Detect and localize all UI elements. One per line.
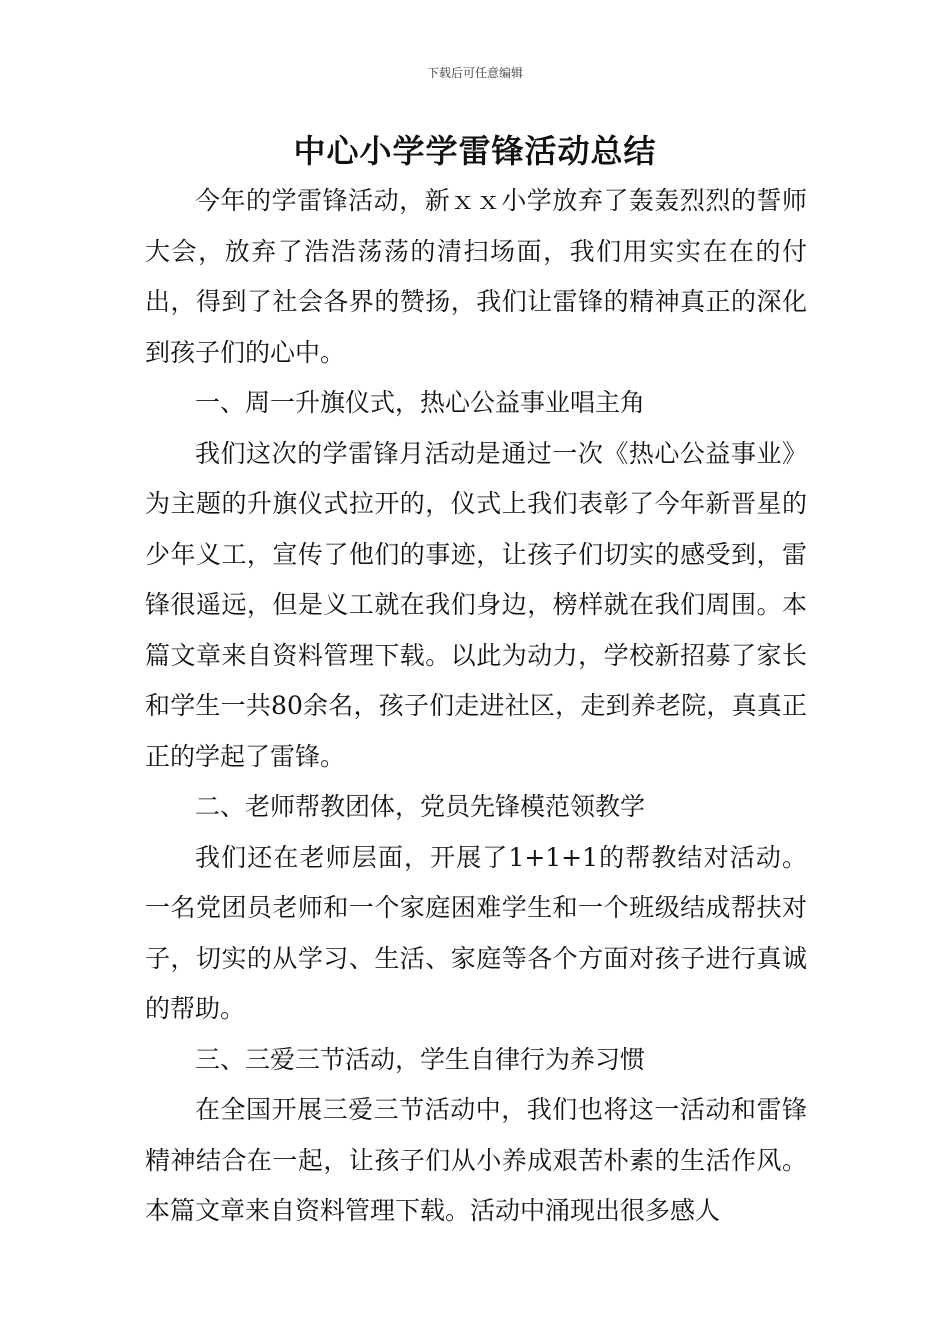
document-title: 中心小学学雷锋活动总结 bbox=[293, 132, 657, 170]
header-note: 下载后可任意编辑 bbox=[426, 66, 523, 80]
paragraph-section-3: 在全国开展三爱三节活动中，我们也将这一活动和雷锋精神结合在一起，让孩子们从小养成艰苦朴素的生活作风。本篇文章来自资料管理下载。活动中涌现出很多感人 bbox=[145, 1095, 807, 1225]
document-body bbox=[145, 176, 807, 1237]
paragraph-intro: 今年的学雷锋活动，新ｘｘ小学放弃了轰轰烈烈的誓师大会，放弃了浩浩荡荡的清扫场面，我们用实实在在的付出，得到了社会各界的赞扬，我们让雷锋的精神真正的深化到孩子们的心中。 bbox=[145, 186, 807, 367]
section-heading-2: 二、老师帮教团体，党员先锋模范领教学 bbox=[195, 792, 646, 821]
section-heading-3: 三、三爱三节活动，学生自律行为养习惯 bbox=[195, 1044, 646, 1074]
paragraph-section-1: 我们这次的学雷锋月活动是通过一次《热心公益事业》为主题的升旗仪式拉开的，仪式上我们表彰了今年新晋星的少年义工，宣传了他们的事迹，让孩子们切实的感受到，雷锋很遥远，但是义工就在我们身边，榜样就在我们周围。本篇文章来自资料管理下载。以此为动力，学校新招募了家长和学生一共80余名，孩子们走进社区，走到养老院，真真正正的学起了雷锋。 bbox=[145, 438, 807, 771]
paragraph-section-2: 我们还在老师层面，开展了1+1+1的帮教结对活动。一名党团员老师和一个家庭困难学生和一个班级结成帮扶对子，切实的从学习、生活、家庭等各个方面对孩子进行真诚的帮助。 bbox=[145, 842, 807, 1023]
section-heading-1: 一、周一升旗仪式，热心公益事业唱主角 bbox=[195, 388, 646, 417]
